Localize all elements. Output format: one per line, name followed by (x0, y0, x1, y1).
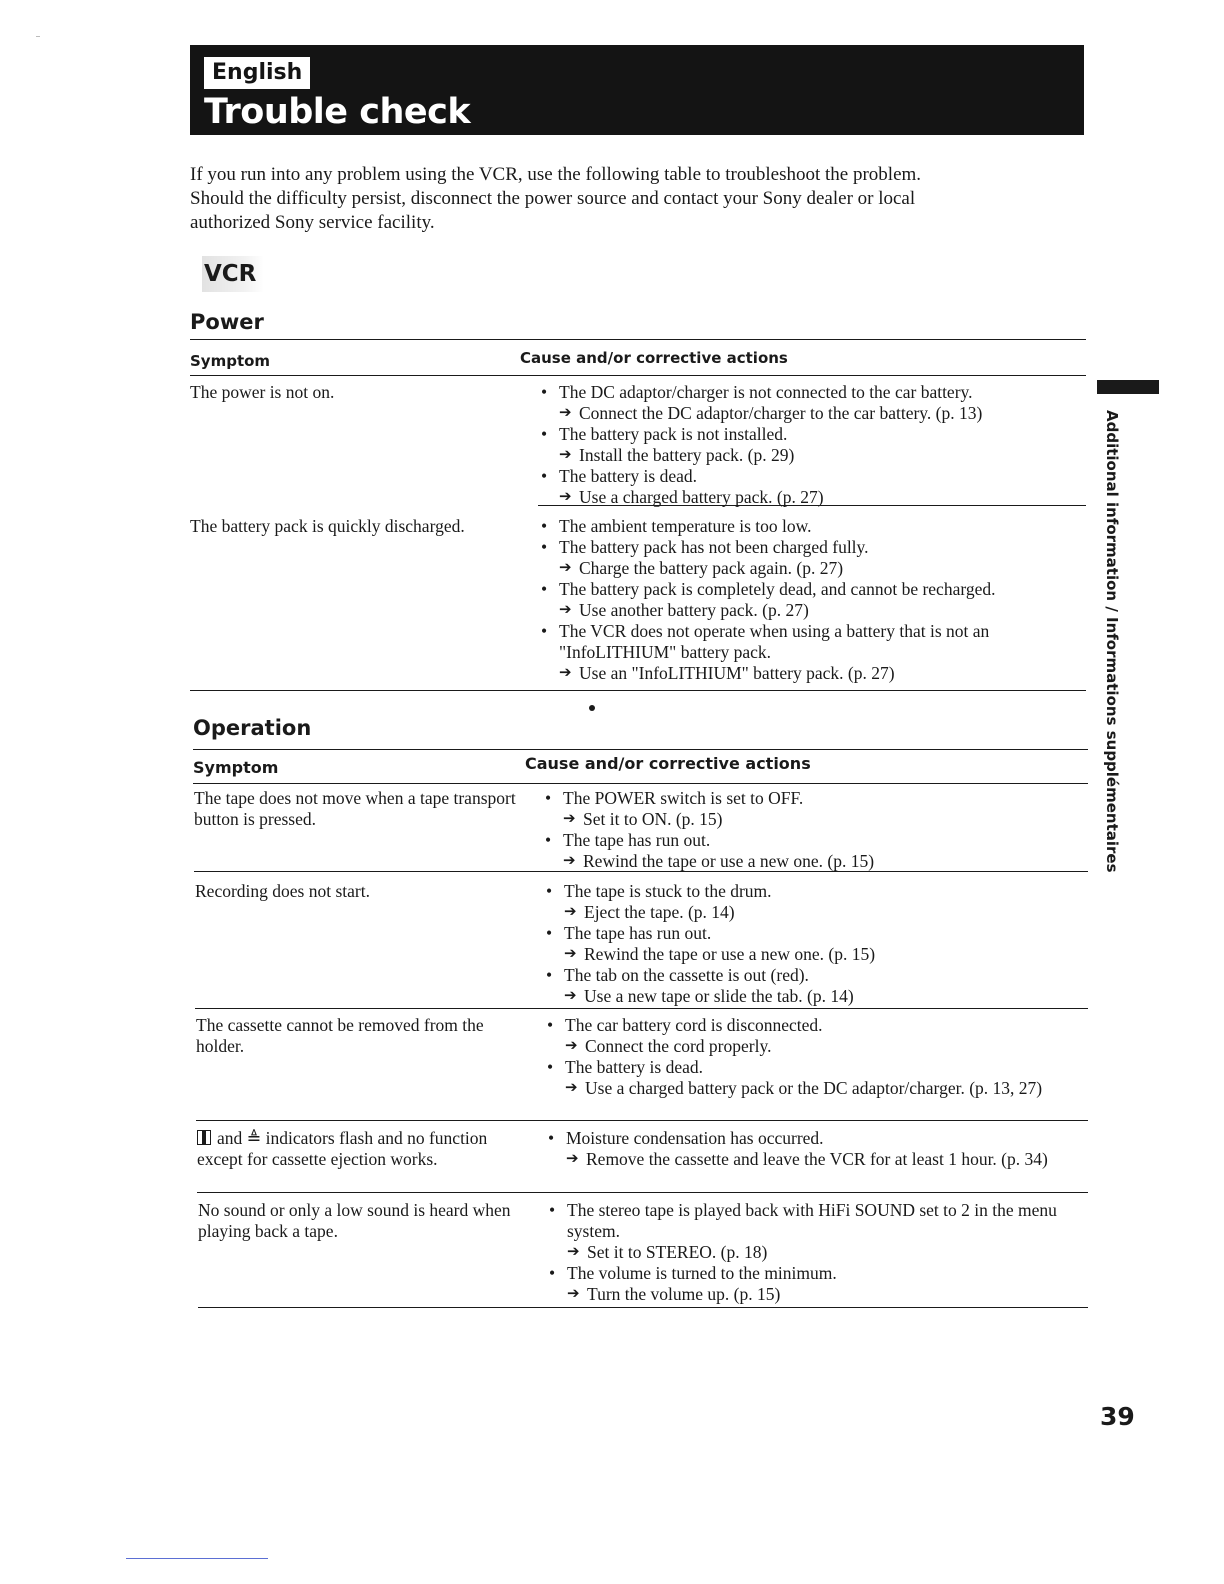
operation-cause-header: Cause and/or corrective actions (525, 754, 811, 773)
symptom-text: No sound or only a low sound is heard when playing back a tape. (198, 1200, 511, 1241)
right-arrow-icon: ➔ (565, 1080, 578, 1096)
right-arrow-icon: ➔ (564, 946, 577, 962)
symptom-text: Recording does not start. (195, 881, 370, 901)
right-arrow-icon: ➔ (559, 447, 572, 463)
right-arrow-icon: ➔ (567, 1286, 580, 1302)
right-arrow-icon: ➔ (566, 1151, 579, 1167)
section-tab-label: Additional information / Informations supplémentaires (1103, 410, 1121, 873)
fix-item: ➔ Turn the volume up. (p. 15) (567, 1284, 781, 1304)
cause-item: • The tape is stuck to the drum. (540, 881, 1095, 902)
cause-list (542, 1128, 1097, 1170)
fix-item: ➔ Connect the cord properly. (565, 1036, 772, 1056)
symptom-text: The cassette cannot be removed from the holder. (196, 1015, 484, 1056)
divider (190, 375, 1086, 376)
right-arrow-icon: ➔ (567, 1244, 580, 1260)
intro-paragraph (190, 163, 1070, 235)
divider (538, 505, 1086, 506)
page-number: 39 (1100, 1402, 1135, 1431)
right-arrow-icon: ➔ (559, 405, 572, 421)
symptom-text: The battery pack is quickly discharged. (190, 516, 465, 536)
fix-item: ➔ Set it to ON. (p. 15) (563, 809, 723, 829)
operation-symptom-header: Symptom (193, 758, 279, 777)
symptom-text: The power is not on. (190, 382, 335, 402)
divider (195, 1008, 1088, 1009)
cause-item: • The battery pack has not been charged fully. (535, 537, 1090, 558)
bullet-icon (589, 705, 595, 711)
operation-heading: Operation (193, 716, 312, 740)
intro-line: Should the difficulty persist, disconnect the power source and contact your Sony dealer or local (190, 188, 916, 209)
divider (190, 690, 1086, 691)
cause-list (539, 788, 1094, 872)
right-arrow-icon: ➔ (559, 602, 572, 618)
fix-item: ➔ Remove the cassette and leave the VCR for at least 1 hour. (p. 34) (566, 1149, 1048, 1169)
cause-item: • The tape has run out. (540, 923, 1095, 944)
cause-item: • The stereo tape is played back with HiFi SOUND set to 2 in the menu system. (543, 1200, 1098, 1242)
fix-item: ➔ Install the battery pack. (p. 29) (559, 445, 795, 465)
cause-list (543, 1200, 1098, 1305)
cause-item: • The POWER switch is set to OFF. (539, 788, 1094, 809)
intro-line: authorized Sony service facility. (190, 212, 435, 233)
scan-mark (126, 1558, 268, 1559)
fix-item: ➔ Rewind the tape or use a new one. (p. 15) (564, 944, 876, 964)
cause-item: • The tape has run out. (539, 830, 1094, 851)
symptom-text: The tape does not move when a tape transport button is pressed. (194, 788, 516, 829)
fix-item: ➔ Eject the tape. (p. 14) (564, 902, 735, 922)
cause-item: • The car battery cord is disconnected. (541, 1015, 1096, 1036)
cause-item: • The tab on the cassette is out (red). (540, 965, 1095, 986)
header-band (190, 45, 1084, 135)
divider (193, 783, 1088, 784)
cause-item: • The battery pack is completely dead, and cannot be recharged. (535, 579, 1090, 600)
right-arrow-icon: ➔ (564, 904, 577, 920)
vcr-heading: VCR (202, 256, 264, 292)
cause-item: • The volume is turned to the minimum. (543, 1263, 1098, 1284)
cause-list (535, 516, 1090, 684)
fix-item: ➔ Use an "InfoLITHIUM" battery pack. (p. 27) (559, 663, 895, 683)
language-badge: English (204, 57, 310, 89)
section-tab-marker (1097, 380, 1159, 394)
right-arrow-icon: ➔ (563, 853, 576, 869)
divider (194, 871, 1088, 872)
power-heading: Power (190, 310, 264, 334)
fix-item: ➔ Charge the battery pack again. (p. 27) (559, 558, 844, 578)
fix-item: ➔ Use another battery pack. (p. 27) (559, 600, 809, 620)
cause-item: • The battery is dead. (535, 466, 1090, 487)
cause-list (540, 881, 1095, 1007)
condensation-indicator-icon (197, 1130, 211, 1145)
symptom-text: and ≜ indicators flash and no function except for cassette ejection works. (197, 1128, 488, 1169)
cause-item: • Moisture condensation has occurred. (542, 1128, 1097, 1149)
cause-item: • The VCR does not operate when using a battery that is not an "InfoLITHIUM" battery pack. (535, 621, 1090, 663)
fix-item: ➔ Rewind the tape or use a new one. (p. 15) (563, 851, 875, 871)
fix-item: ➔ Use a charged battery pack. (p. 27) (559, 487, 824, 507)
right-arrow-icon: ➔ (559, 489, 572, 505)
divider (197, 1192, 1088, 1193)
divider (193, 749, 1088, 750)
fix-item: ➔ Set it to STEREO. (p. 18) (567, 1242, 768, 1262)
fix-item: ➔ Use a new tape or slide the tab. (p. 14) (564, 986, 854, 1006)
cause-item: • The battery pack is not installed. (535, 424, 1090, 445)
fix-item: ➔ Connect the DC adaptor/charger to the car battery. (p. 13) (559, 403, 983, 423)
intro-line: If you run into any problem using the VCR, use the following table to troubleshoot the problem. (190, 164, 922, 185)
cause-item: • The DC adaptor/charger is not connected to the car battery. (535, 382, 1090, 403)
cause-item: • The ambient temperature is too low. (535, 516, 1090, 537)
fix-item: ➔ Use a charged battery pack or the DC adaptor/charger. (p. 13, 27) (565, 1078, 1043, 1098)
cause-list (541, 1015, 1096, 1099)
divider (190, 339, 1086, 340)
right-arrow-icon: ➔ (564, 988, 577, 1004)
scan-mark (36, 36, 40, 37)
cause-item: • The battery is dead. (541, 1057, 1096, 1078)
right-arrow-icon: ➔ (559, 665, 572, 681)
right-arrow-icon: ➔ (559, 560, 572, 576)
page-title: Trouble check (204, 92, 471, 132)
right-arrow-icon: ➔ (563, 811, 576, 827)
power-symptom-header: Symptom (190, 352, 271, 370)
cause-list (535, 382, 1090, 508)
divider (198, 1307, 1088, 1308)
right-arrow-icon: ➔ (565, 1038, 578, 1054)
power-cause-header: Cause and/or corrective actions (520, 349, 788, 367)
divider (196, 1120, 1088, 1121)
